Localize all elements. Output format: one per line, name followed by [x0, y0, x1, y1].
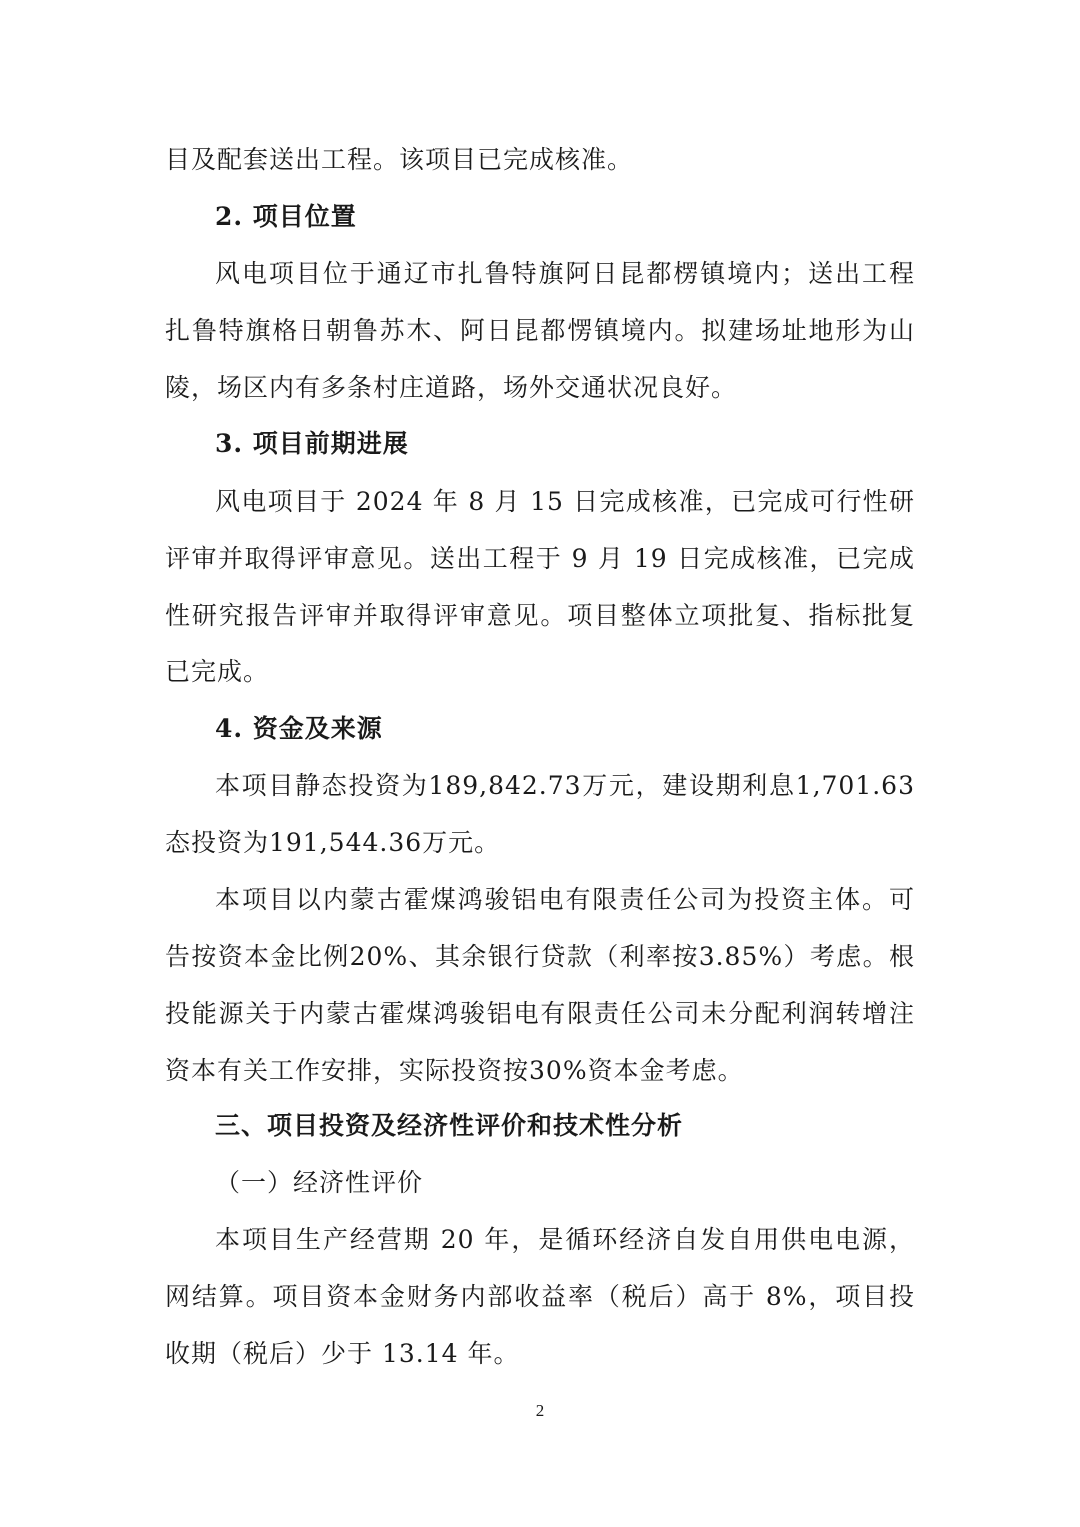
paragraph-line: 风电项目位于通辽市扎鲁特旗阿日昆都楞镇境内；送出工程 — [215, 259, 915, 288]
paragraph-line: 态投资为191,544.36万元。 — [165, 828, 501, 857]
paragraph-line: 本项目生产经营期 20 年，是循环经济自发自用供电电源， — [215, 1225, 915, 1254]
paragraph-line: 本项目以内蒙古霍煤鸿骏铝电有限责任公司为投资主体。可 — [215, 885, 915, 914]
paragraph-line: 收期（税后）少于 13.14 年。 — [165, 1339, 520, 1368]
paragraph-line: 评审并取得评审意见。送出工程于 9 月 19 日完成核准，已完成 — [165, 544, 915, 573]
paragraph-line: 扎鲁特旗格日朝鲁苏木、阿日昆都愣镇境内。拟建场址地形为山 — [165, 316, 915, 345]
paragraph-line: 告按资本金比例20%、其余银行贷款（利率按3.85%）考虑。根 — [165, 942, 915, 971]
paragraph-line: 本项目静态投资为189,842.73万元，建设期利息1,701.63 — [215, 771, 915, 800]
section-heading-location: 2. 项目位置 — [215, 202, 357, 231]
section-heading-investment-analysis: 三、项目投资及经济性评价和技术性分析 — [215, 1111, 684, 1140]
section-heading-progress: 3. 项目前期进展 — [215, 429, 409, 458]
paragraph-line: 已完成。 — [165, 657, 270, 686]
paragraph-line: 资本有关工作安排，实际投资按30%资本金考虑。 — [165, 1056, 744, 1085]
subsection-heading-economic-evaluation: （一）经济性评价 — [215, 1168, 424, 1197]
paragraph-line: 目及配套送出工程。该项目已完成核准。 — [165, 145, 634, 174]
page-number: 2 — [535, 1401, 545, 1420]
paragraph-line: 陵，场区内有多条村庄道路，场外交通状况良好。 — [165, 373, 738, 402]
section-heading-funding: 4. 资金及来源 — [215, 714, 383, 743]
paragraph-line: 网结算。项目资本金财务内部收益率（税后）高于 8%，项目投 — [165, 1282, 915, 1311]
paragraph-line: 风电项目于 2024 年 8 月 15 日完成核准，已完成可行性研 — [215, 487, 915, 516]
paragraph-line: 性研究报告评审并取得评审意见。项目整体立项批复、指标批复 — [165, 601, 915, 630]
paragraph-line: 投能源关于内蒙古霍煤鸿骏铝电有限责任公司未分配利润转增注 — [165, 999, 915, 1028]
